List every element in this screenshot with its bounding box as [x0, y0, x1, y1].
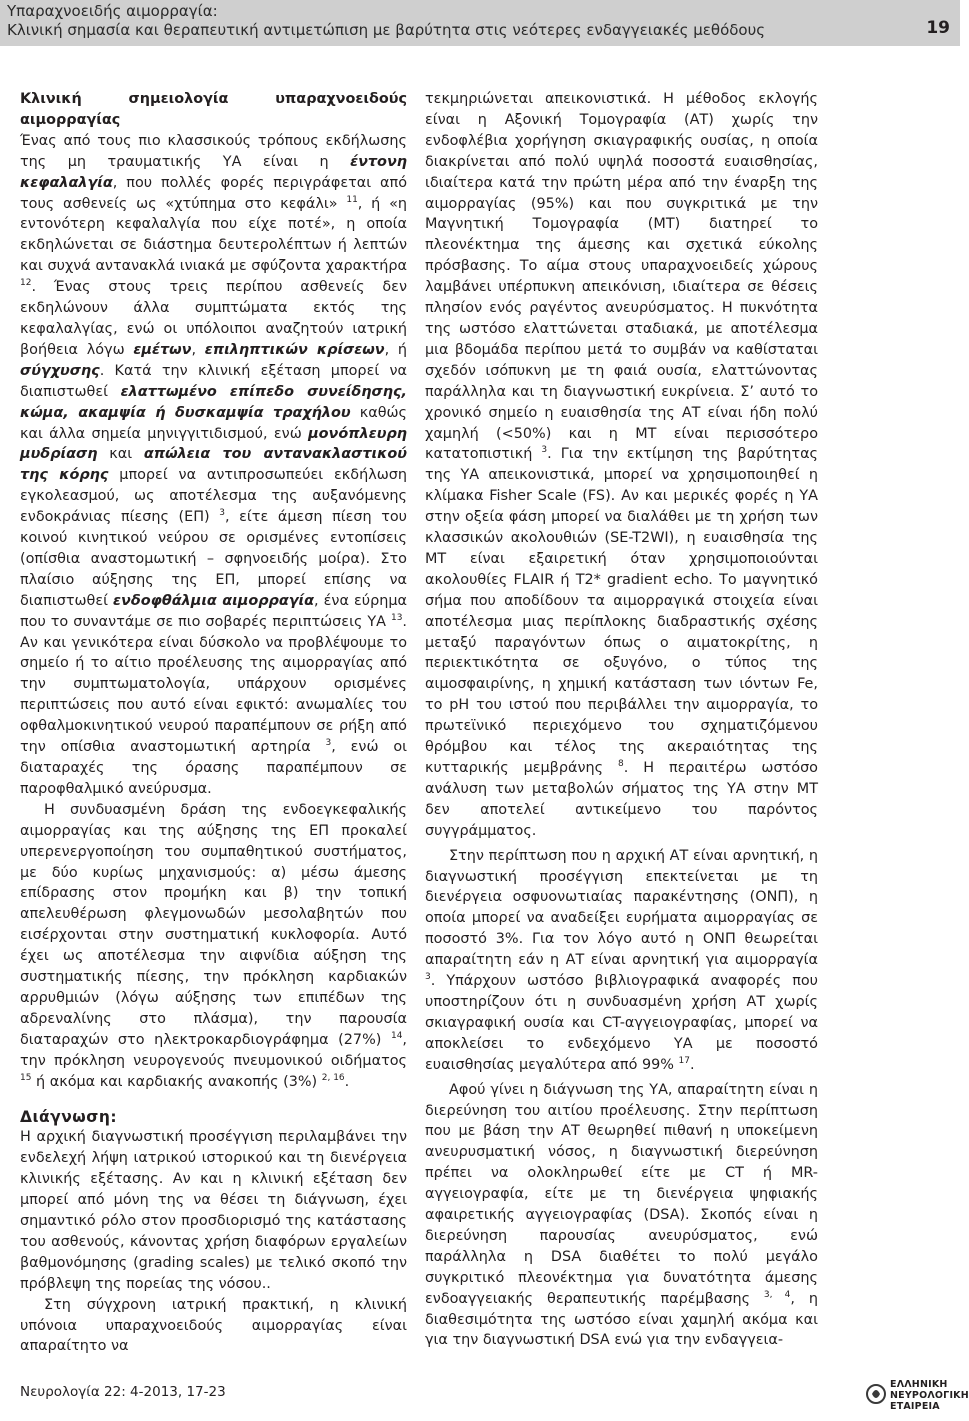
header-title: Υπαραχνοειδής αιμορραγία:: [7, 2, 218, 20]
section-heading: Κλινική σημειολογία υπαραχνοειδούς αιμορραγίας: [20, 91, 407, 128]
paragraph: Η αρχική διαγνωστική προσέγγιση περιλαμβάνει την ενδελεχή λήψη ιατρικού ιστορικού και τη διενέργεια κλινικής εξέτασης. Αν και η κλινική εξέταση δεν μπορεί από μόνη της να θέσει τη διάγνωση, έχει σημαντικό ρόλο στον προσδιορισμό της κατάστασης του ασθενούς, κάνοντας χρήση διαφόρων εργαλείων βαθμονόμησης (grading scales) με τελικό σκοπό την πρόβλεψη της πορείας της νόσου..: [20, 1129, 407, 1292]
society-name-line2: ΝΕΥΡΟΛΟΓΙΚΗ: [890, 1390, 969, 1401]
right-column: [425, 89, 818, 1351]
journal-citation: Νευρολογία 22: 4-2013, 17-23: [20, 1384, 226, 1400]
society-name-line1: ΕΛΛΗΝΙΚΗ: [890, 1379, 948, 1390]
paragraph: Ένας από τους πιο κλασσικούς τρόπους εκδήλωσης της μη τραυματικής ΥΑ είναι η έντονη κεφαλαλγία, που πολλές φορές περιγράφεται από τους ασθενείς ως «χτύπημα στο κεφάλι» $^{11}$, ή «η εντονότερη κεφαλαλγία που είχε ποτέ», η οποία εκδηλώνεται σε διάστημα δευτερολέπτων ή λεπτών και συχνά αντανακλά ινιακά με σφύζοντα χαρακτήρα $^{12}$. Ένας στους τρεις περίπου ασθενείς δεν εκδηλώνουν άλλα συμπτώματα εκτός της κεφαλαλγίας, ενώ οι υπόλοιποι αναζητούν ιατρική βοήθεια λόγω εμέτων, επιληπτικών κρίσεων, ή σύγχυσης. Κατά την κλινική εξέταση μπορεί να διαπιστωθεί ελαττωμένο επίπεδο συνείδησης, κώμα, ακαμψία ή δυσκαμψία τραχήλου καθώς και άλλα σημεία μηνιγγιτιδισμού, ενώ μονόπλευρη μυδρίαση και απώλεια του αντανακλαστικού της κόρης μπορεί να αντιπροσωπεύει εκδήλωση εγκολεασμού, ως αποτέλεσμα της αυξανόμενης ενδοκράνιας πίεσης (ΕΠ) $^3$, είτε άμεση πίεση του κοινού κινητικού νεύρου σε ορισμένες εντοπίσεις (οπίσθια αναστομωτική – σφηνοειδής μοίρα). Στο πλαίσιο αύξησης της ΕΠ, μπορεί επίσης να διαπιστωθεί ενδοφθάλμια αιμορραγία, ένα εύρημα που το συναντάμε σε πιο σοβαρές περιπτώσεις ΥΑ $^{13}$. Αν και γενικότερα είναι δύσκολο να προβλέψουμε το σημείο ή το αίτιο προέλευσης της αιμορραγίας από την συμπτωματολογία, υπάρχουν ορισμένες περιπτώσεις που αυτό είναι εφικτό: ανωμαλίες του οφθαλμοκινητικού νευρού παραπέμπουν σε ρήξη από την οπίσθια αναστομωτική αρτηρία $^3$, ενώ οι διαταραχές της όρασης παραπέμπουν σε παροφθαλμικό ανεύρυσμα.: [20, 132, 408, 797]
paragraph: Στη σύγχρονη ιατρική πρακτική, η κλινική υπόνοια υπαραχνοειδούς αιμορραγίας είναι απαραίτητο να: [20, 1296, 407, 1355]
society-name-line3: ΕΤΑΙΡΕΙΑ: [890, 1401, 940, 1412]
page-number: 19: [926, 18, 950, 38]
paragraph: τεκμηριώνεται απεικονιστικά. Η μέθοδος εκλογής είναι η Αξονική Τομογραφία (ΑΤ) χωρίς την ενδοφλέβια χορήγηση σκιαγραφικής ουσίας, η οποία διακρίνεται από πολύ υψηλά ποσοστά ευαισθησίας, ιδιαίτερα κατά την πρώτη μέρα από την έναρξη της αιμορραγίας (95%) και που συγκριτικά με την Μαγνητική Τομογραφία (ΜΤ) διατηρεί το πλεονέκτημα της άμεσης και σχετικά εύκολης πρόσβασης. Το αίμα στους υπαραχνοειδείς χώρους λαμβάνει υπέρπυκνη απεικόνιση, ιδιαίτερα σε θέσεις πλησίον ενός ραγέντος ανευρύσματος. Η πυκνότητα της ωστόσο ελαττώνεται σταδιακά, με αποτέλεσμα μια βδομάδα περίπου μετά το συμβάν να καθίσταται σχεδόν ισόπυκνη με τη φαιά ουσία, ελαττώνοντας παράλληλα και τη διαγνωστική ευκρίνεια. Σ’ αυτό το χρονικό σημείο η ευαισθησία της ΑΤ είναι ήδη πολύ χαμηλή (<50%) και η ΜΤ είναι περισσότερο κατατοπιστική $^3$. Για την εκτίμηση της βαρύτητας της ΥΑ απεικονιστικά, μπορεί να χρησιμοποιηθεί η κλίμακα Fisher Scale (FS). Αν και μερικές φορές η ΥΑ στην οξεία φάση μπορεί να διαλάθει με τη χρήση των κλασσικών ακολουθιών (SE-T2WI), η ευαισθησία της ΜΤ είναι εξαιρετική όταν χρησιμοποιούνται ακολουθίες FLAIR ή T2* gradient echo. Το μαγνητικό σήμα που αποδίδουν τα αιμορραγικά στοιχεία είναι αποτέλεσμα μιας περίπλοκης διαδραστικής σχέσης μεταξύ παραγόντων όπως ο αιματοκρίτης, η περιεκτικότητα σε οξυγόνο, ο τύπος της αιμοσφαιρίνης, η χημική κατάσταση των ιόντων Fe, το pH του ιστού που περιβάλλει την αιμορραγία, το πρωτεϊνικό περιεχόμενο του σχηματιζόμενου θρόμβου και τέλος της ακεραιότητας της κυτταρικής μεμβράνης $^8$. Η περαιτέρω ωστόσο ανάλυση των μεταβολών σήματος της ΥΑ στην ΜΤ δεν αποτελεί αντικείμενο του παρόντος συγγράμματος.: [425, 91, 818, 839]
paragraph: Αφού γίνει η διάγνωση της ΥΑ, απαραίτητη είναι η διερεύνηση του αιτίου προέλευσης. Στην περίπτωση που με βάση την ΑΤ θεωρηθεί πιθανή η υποκείμενη ανευρυσματική νόσος, η διαγνωστική διερεύνηση πρέπει να ολοκληρωθεί είτε με CT ή MR-αγγειογραφία, είτε με τη διενέργεια ψηφιακής αφαιρετικής αγγειογραφίας (DSA). Σκοπός είναι η διερεύνηση παρουσίας ανευρύσματος, ενώ παράλληλα η DSA διαθέτει το πολύ μεγάλο συγκριτικό πλεονέκτημα για δυνατότητα άμεσης ενδοαγγειακής θεραπευτικής παρέμβασης $^{3, 4}$, η διαθεσιμότητα της ωστόσο είναι χαμηλή ακόμα και για την διαγνωστική DSA ενώ για την ενδαγγεια-: [425, 1081, 818, 1349]
header-subtitle: Κλινική σημασία και θεραπευτική αντιμετώπιση με βαρύτητα στις νεότερες ενδαγγειακές μεθόδους: [7, 21, 766, 39]
left-column: [20, 89, 407, 1357]
paragraph: Η συνδυασμένη δράση της ενδοεγκεφαλικής αιμορραγίας και της αύξησης της ΕΠ προκαλεί υπερενεργοποίηση του συμπαθητικού συστήματος, με δύο κυρίως μηχανισμούς: α) μέσω άμεσης επίδρασης στον προμήκη και β) την τοπική απελευθέρωση φλεγμονωδών μεσολαβητών που εισέρχονται στην συστηματική κυκλοφορία. Αυτό έχει ως αποτέλεσμα την αιφνίδια αύξηση της συστηματικής πίεσης, την πρόκληση καρδιακών αρρυθμιών (λόγω αύξησης των επιπέδων της αδρεναλίνης στο πλάσμα), την παρουσία διαταραχών στο ηλεκτροκαρδιογράφημα (27%) $^{14}$, την πρόκληση νευρογενούς πνευμονικού οιδήματος $^{15}$ ή ακόμα και καρδιακής ανακοπής (3%) $^{2, 16}$.: [20, 801, 407, 1090]
diagnosis-heading: Διάγνωση:: [20, 1107, 118, 1126]
paragraph: Στην περίπτωση που η αρχική ΑΤ είναι αρνητική, η διαγνωστική προσέγγιση επεκτείνεται με τη διενέργεια οσφυονωτιαίας παρακέντησης (ΟΝΠ), η οποία μπορεί να αναδείξει ευρήματα αιμορραγίας σε ποσοστό 3%. Για τον λόγο αυτό η ΟΝΠ θεωρείται απαραίτητη εάν η ΑΤ είναι αρνητική για αιμορραγία $^3$. Υπάρχουν ωστόσο βιβλιογραφικά αναφορές που υποστηρίζουν ότι η συνδυασμένη χρήση ΑΤ χωρίς σκιαγραφική ουσία και CT-αγγειογραφίας, μπορεί να αποκλείσει το ενδεχόμενο ΥΑ με ποσοστό ευαισθησίας μεγαλύτερα από 99% $^{17}$.: [425, 847, 818, 1073]
